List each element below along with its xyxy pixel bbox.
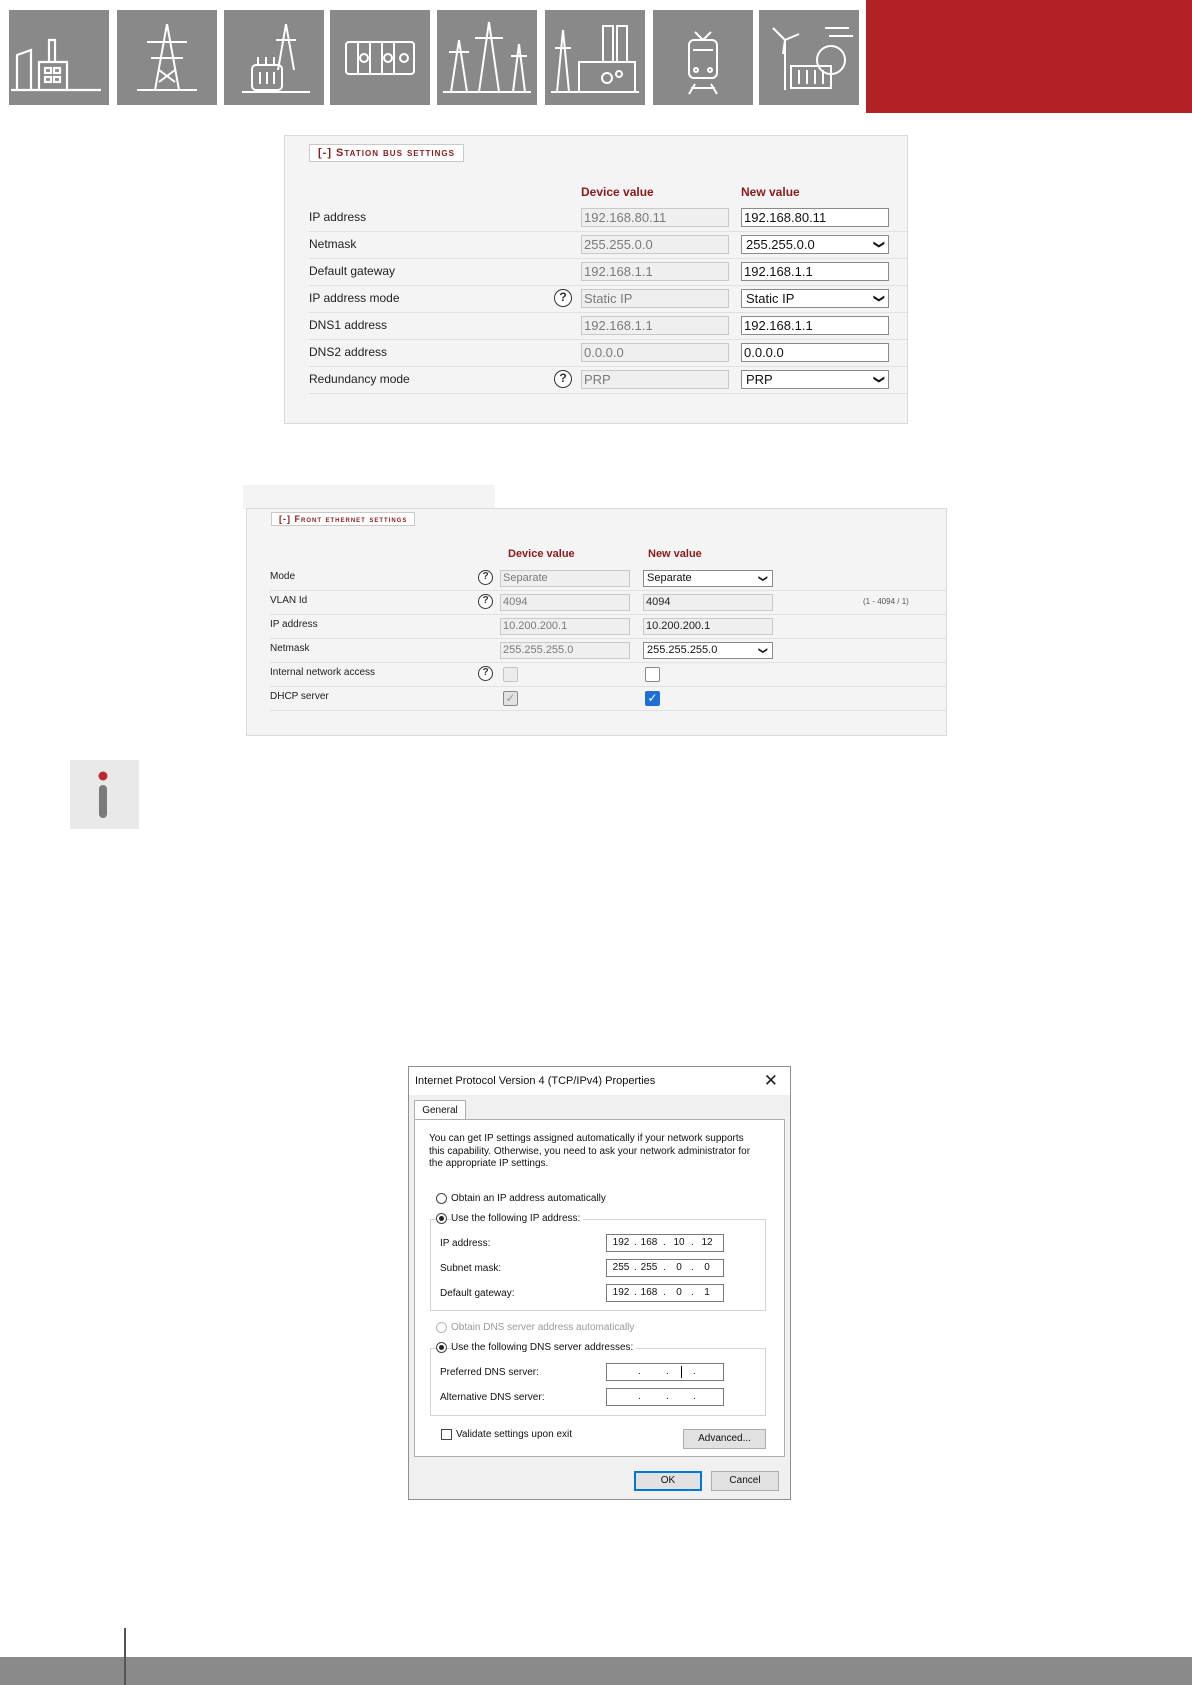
station-bus-row-label: DNS2 address bbox=[309, 345, 388, 359]
header-tile-power-lines bbox=[437, 10, 537, 105]
front-ethernet-device-value: Separate bbox=[500, 570, 630, 587]
station-bus-settings-panel bbox=[284, 135, 908, 424]
station-bus-new-value-input[interactable]: 0.0.0.0 bbox=[741, 343, 889, 362]
station-bus-row-label: Netmask bbox=[309, 237, 357, 251]
subnet-mask-field[interactable]: 255 . 255 . 0 . 0 bbox=[606, 1259, 724, 1277]
obtain-dns-auto-label: Obtain DNS server address automatically bbox=[451, 1322, 635, 1333]
default-gateway-field[interactable]: 192 . 168 . 0 . 1 bbox=[606, 1284, 724, 1302]
front-ethernet-new-checkbox[interactable]: ✓ bbox=[645, 691, 660, 706]
station-bus-device-value: 192.168.1.1 bbox=[581, 262, 729, 281]
text-cursor bbox=[681, 1366, 682, 1378]
chevron-down-icon: ❯ bbox=[872, 239, 885, 250]
preferred-dns-field[interactable]: . . . bbox=[606, 1363, 724, 1381]
subnet-octet-1: 255 bbox=[612, 1262, 630, 1273]
station-bus-legend[interactable]: [-] Station bus settings bbox=[309, 144, 464, 162]
ip-octet-3: 10 bbox=[673, 1237, 685, 1248]
station-bus-row-label: Redundancy mode bbox=[309, 372, 410, 386]
station-bus-new-value-select[interactable] bbox=[741, 289, 889, 308]
station-bus-new-value: Static IP bbox=[746, 291, 795, 306]
header-tile-transmission-tower bbox=[117, 10, 217, 105]
ip-octet-2: 168 bbox=[640, 1237, 658, 1248]
use-following-dns-radio[interactable] bbox=[436, 1342, 447, 1353]
station-bus-device-value: Static IP bbox=[581, 289, 729, 308]
help-icon[interactable]: ? bbox=[478, 570, 493, 585]
station-bus-new-value-input[interactable]: 192.168.80.11 bbox=[741, 208, 889, 227]
obtain-ip-auto-radio[interactable] bbox=[436, 1193, 447, 1204]
ok-button[interactable]: OK bbox=[634, 1471, 702, 1491]
subnet-octet-3: 0 bbox=[676, 1262, 682, 1273]
front-ethernet-device-value-header: Device value bbox=[508, 548, 575, 560]
obtain-dns-auto-radio[interactable] bbox=[436, 1322, 447, 1333]
front-ethernet-row bbox=[270, 686, 946, 711]
station-bus-new-value-input[interactable]: 192.168.1.1 bbox=[741, 316, 889, 335]
use-following-ip-radio[interactable] bbox=[436, 1213, 447, 1224]
header-tile-power-plant bbox=[9, 10, 109, 105]
ip-address-label: IP address: bbox=[440, 1238, 491, 1249]
chevron-down-icon: ❯ bbox=[872, 293, 885, 304]
front-ethernet-row-label: Internal network access bbox=[270, 667, 376, 678]
station-bus-device-value: 0.0.0.0 bbox=[581, 343, 729, 362]
gateway-octet-2: 168 bbox=[640, 1287, 658, 1298]
preferred-dns-label: Preferred DNS server: bbox=[440, 1367, 539, 1378]
front-ethernet-new-value-input[interactable]: 4094 bbox=[643, 594, 773, 611]
transformer-substation-icon bbox=[224, 10, 324, 105]
help-icon[interactable]: ? bbox=[478, 666, 493, 681]
use-following-dns-label: Use the following DNS server addresses: bbox=[451, 1342, 636, 1353]
validate-settings-checkbox[interactable] bbox=[441, 1429, 452, 1440]
renewable-energy-icon bbox=[759, 10, 859, 105]
tab-general[interactable]: General bbox=[414, 1100, 466, 1120]
front-ethernet-row-label: VLAN Id bbox=[270, 595, 308, 606]
alternative-dns-label: Alternative DNS server: bbox=[440, 1392, 545, 1403]
station-bus-row bbox=[309, 231, 907, 259]
gateway-octet-3: 0 bbox=[676, 1287, 682, 1298]
front-ethernet-device-checkbox: ✓ bbox=[503, 691, 518, 706]
chevron-down-icon: ❯ bbox=[758, 574, 769, 583]
industrial-plant-icon bbox=[545, 10, 645, 105]
station-bus-device-value: 192.168.80.11 bbox=[581, 208, 729, 227]
ip-address-field[interactable]: 192 . 168 . 10 . 12 bbox=[606, 1234, 724, 1252]
front-ethernet-tab-area bbox=[243, 485, 495, 509]
power-plant-icon bbox=[9, 10, 109, 105]
info-icon bbox=[70, 760, 139, 829]
front-ethernet-settings-panel bbox=[246, 508, 947, 736]
front-ethernet-device-checkbox bbox=[503, 667, 518, 682]
header-tile-renewable-energy bbox=[759, 10, 859, 105]
header-tile-industrial-plant bbox=[545, 10, 645, 105]
help-icon[interactable]: ? bbox=[554, 289, 572, 307]
front-ethernet-row-label: IP address bbox=[270, 619, 318, 630]
front-ethernet-new-checkbox[interactable] bbox=[645, 667, 660, 682]
footer-divider bbox=[124, 1628, 126, 1685]
front-ethernet-legend[interactable]: [-] Front ethernet settings bbox=[271, 512, 415, 526]
subnet-octet-4: 0 bbox=[704, 1262, 710, 1273]
station-bus-device-value: PRP bbox=[581, 370, 729, 389]
front-ethernet-row bbox=[270, 614, 946, 639]
validate-settings-label: Validate settings upon exit bbox=[456, 1429, 573, 1440]
power-lines-icon bbox=[437, 10, 537, 105]
alternative-dns-field[interactable]: . . . bbox=[606, 1388, 724, 1406]
ipv4-properties-dialog bbox=[408, 1066, 791, 1500]
front-ethernet-device-value: 10.200.200.1 bbox=[500, 618, 630, 635]
front-ethernet-row bbox=[270, 638, 946, 663]
header-tile-transformer bbox=[224, 10, 324, 105]
front-ethernet-new-value: Separate bbox=[647, 572, 692, 584]
switchgear-icon bbox=[330, 10, 430, 105]
subnet-mask-label: Subnet mask: bbox=[440, 1263, 502, 1274]
station-bus-new-value: PRP bbox=[746, 372, 773, 387]
brand-accent-block bbox=[866, 0, 1192, 113]
chevron-down-icon: ❯ bbox=[872, 374, 885, 385]
transmission-tower-icon bbox=[117, 10, 217, 105]
station-bus-device-value: 192.168.1.1 bbox=[581, 316, 729, 335]
station-bus-row bbox=[309, 339, 907, 367]
station-bus-new-value-input[interactable]: 192.168.1.1 bbox=[741, 262, 889, 281]
station-bus-row-label: IP address mode bbox=[309, 291, 400, 305]
station-bus-row bbox=[309, 204, 907, 232]
advanced-button[interactable]: Advanced... bbox=[683, 1429, 766, 1449]
station-bus-new-value-select[interactable] bbox=[741, 235, 889, 254]
close-icon[interactable]: ✕ bbox=[763, 1071, 778, 1090]
ip-octet-4: 12 bbox=[701, 1237, 713, 1248]
front-ethernet-row bbox=[270, 590, 946, 615]
obtain-ip-auto-label: Obtain an IP address automatically bbox=[451, 1193, 606, 1204]
gateway-octet-1: 192 bbox=[612, 1287, 630, 1298]
use-following-ip-label: Use the following IP address: bbox=[451, 1213, 583, 1224]
page-footer-bar bbox=[0, 1657, 1192, 1685]
dialog-description: You can get IP settings assigned automatically if your network supports this capability. Otherwise, you need to ask your network administrator for the appropriate IP settings. bbox=[429, 1133, 751, 1169]
station-bus-row-label: Default gateway bbox=[309, 264, 396, 278]
front-ethernet-row-label: DHCP server bbox=[270, 691, 329, 702]
range-hint: (1 - 4094 / 1) bbox=[863, 597, 909, 606]
front-ethernet-row-label: Netmask bbox=[270, 643, 310, 654]
front-ethernet-new-value-select[interactable] bbox=[643, 570, 773, 587]
station-bus-row bbox=[309, 258, 907, 286]
default-gateway-label: Default gateway: bbox=[440, 1288, 515, 1299]
info-callout-box bbox=[70, 760, 139, 829]
station-bus-new-value-header: New value bbox=[741, 185, 800, 199]
gateway-octet-4: 1 bbox=[704, 1287, 710, 1298]
chevron-down-icon: ❯ bbox=[758, 646, 769, 655]
front-ethernet-new-value: 255.255.255.0 bbox=[647, 644, 718, 656]
front-ethernet-row bbox=[270, 566, 946, 591]
dialog-title: Internet Protocol Version 4 (TCP/IPv4) Properties bbox=[415, 1075, 656, 1087]
front-ethernet-new-value-input[interactable]: 10.200.200.1 bbox=[643, 618, 773, 635]
station-bus-row-label: IP address bbox=[309, 210, 367, 224]
station-bus-device-value: 255.255.0.0 bbox=[581, 235, 729, 254]
cancel-button[interactable]: Cancel bbox=[711, 1471, 779, 1491]
station-bus-row bbox=[309, 366, 907, 394]
front-ethernet-device-value: 4094 bbox=[500, 594, 630, 611]
station-bus-new-value: 255.255.0.0 bbox=[746, 237, 815, 252]
help-icon[interactable]: ? bbox=[554, 370, 572, 388]
front-ethernet-new-value-header: New value bbox=[648, 548, 702, 560]
station-bus-row bbox=[309, 312, 907, 340]
dialog-titlebar bbox=[409, 1067, 790, 1095]
station-bus-row bbox=[309, 285, 907, 313]
header-tile-switchgear bbox=[330, 10, 430, 105]
station-bus-row-label: DNS1 address bbox=[309, 318, 388, 332]
front-ethernet-new-value-select[interactable] bbox=[643, 642, 773, 659]
front-ethernet-row-label: Mode bbox=[270, 571, 296, 582]
station-bus-device-value-header: Device value bbox=[581, 185, 654, 199]
subnet-octet-2: 255 bbox=[640, 1262, 658, 1273]
front-ethernet-row bbox=[270, 662, 946, 687]
front-ethernet-device-value: 255.255.255.0 bbox=[500, 642, 630, 659]
train-icon bbox=[653, 10, 753, 105]
help-icon[interactable]: ? bbox=[478, 594, 493, 609]
station-bus-new-value-select[interactable] bbox=[741, 370, 889, 389]
header-tile-train bbox=[653, 10, 753, 105]
ip-octet-1: 192 bbox=[612, 1237, 630, 1248]
